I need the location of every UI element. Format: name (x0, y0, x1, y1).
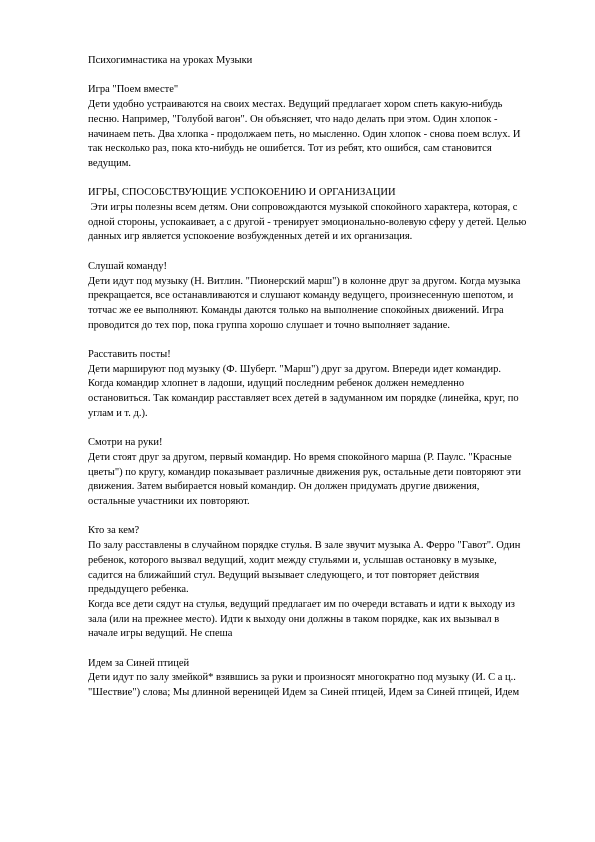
section-heading: Игра "Поем вместе" (88, 84, 179, 96)
section-paragraph: Дети удобно устраиваются на своих местах. Ведущий предлагает хором спеть какую-нибудь песню. Например, "Голубой вагон". Он объясняет, что надо делать при этом. Один хлопок - начинаем петь. Два хлопка - продолжаем петь, но мысленно. Один хлопок - снова поем вслух. И так несколько раз, пока кто-нибудь не ошибется. Тот из ребят, кто ошибся, сам становится ведущим. (88, 99, 521, 169)
section-paragraph: Когда все дети сядут на стулья, ведущий предлагает им по очереди вставать и идти к выходу из зала (или на прежнее место). Идти к выходу они должны в таком порядке, как их вызывал в начале игры ведущий. Не спеша (88, 598, 515, 640)
page-title: Психогимнастика на уроках Музыки (88, 55, 253, 66)
section-paragraph: Дети идут под музыку (Н. Витлин. "Пионерский марш") в колонне друг за другом. Когда музыка прекращается, все останавливаются и слушают команду ведущего, произнесенную шепотом, и тотчас же ее выполняют. Команды даются только на выполнение спокойных движений. Игра проводится до тех пор, пока группа хорошо слушает и точно выполняет задание. (88, 275, 521, 331)
section-paragraph: По залу расставлены в случайном порядке стулья. В зале звучит музыка А. Ферро "Гавот". Один ребенок, которого вызвал ведущий, ходит между стульями и, услышав остановку в музыке, садится на ближайший стул. Ведущий вызывает следующего, и тот повторяет действия предыдущего ребенка. (88, 540, 521, 596)
section-calming-games (88, 186, 528, 245)
section-heading: Слушай команду! (88, 260, 168, 272)
document-body (88, 54, 528, 716)
section-paragraph: Дети стоят друг за другом, первый командир. Но время спокойного марша (Р. Паулс. "Красные цветы") по кругу, командир показывает различные движения рук, остальные дети повторяют эти движения. Затем выбирается новый командир. Он должен придумать другие движения, остальные участники их повторяют. (88, 451, 521, 508)
section-heading: ИГРЫ, СПОСОБСТВУЮЩИЕ УСПОКОЕНИЮ И ОРГАНИЗАЦИИ (88, 187, 396, 199)
section-paragraph: Эти игры полезны всем детям. Они сопровождаются музыкой спокойного характера, которая, с одной стороны, успокаивает, а с другой - тренирует эмоционально-волевую сферу у детей. Целью данных игр является успокоение возбужденных детей и их организация. (88, 202, 530, 243)
section-paragraph: Дети идут по залу змейкой* взявшись за руки и произносят многократно под музыку (И. С а ц.. "Шествие") слова; Мы длинной вереницей Идем за Синей птицей, Идем за Синей птицей, Идем (88, 672, 520, 699)
section-rasstavit-posty (88, 348, 528, 422)
section-heading: Смотри на руки! (88, 437, 163, 449)
section-heading: Кто за кем? (88, 525, 140, 537)
section-sinyaya-ptitsa (88, 657, 528, 701)
section-heading: Идем за Синей птицей (88, 657, 190, 669)
section-slushay-komandu (88, 260, 528, 334)
section-paragraph: Дети маршируют под музыку (Ф. Шуберт. "Марш") друг за другом. Впереди идет командир. Когда командир хлопнет в ладоши, идущий последним ребенок должен немедленно остановиться. Так командир расставляет всех детей в задуманном им порядке (линейка, круг, по углам и т. д.). (88, 363, 519, 419)
section-heading: Расставить посты! (88, 349, 171, 360)
section-smotri-na-ruki (88, 436, 528, 510)
section-kto-za-kem (88, 524, 528, 642)
section-poem-vmeste (88, 83, 528, 171)
